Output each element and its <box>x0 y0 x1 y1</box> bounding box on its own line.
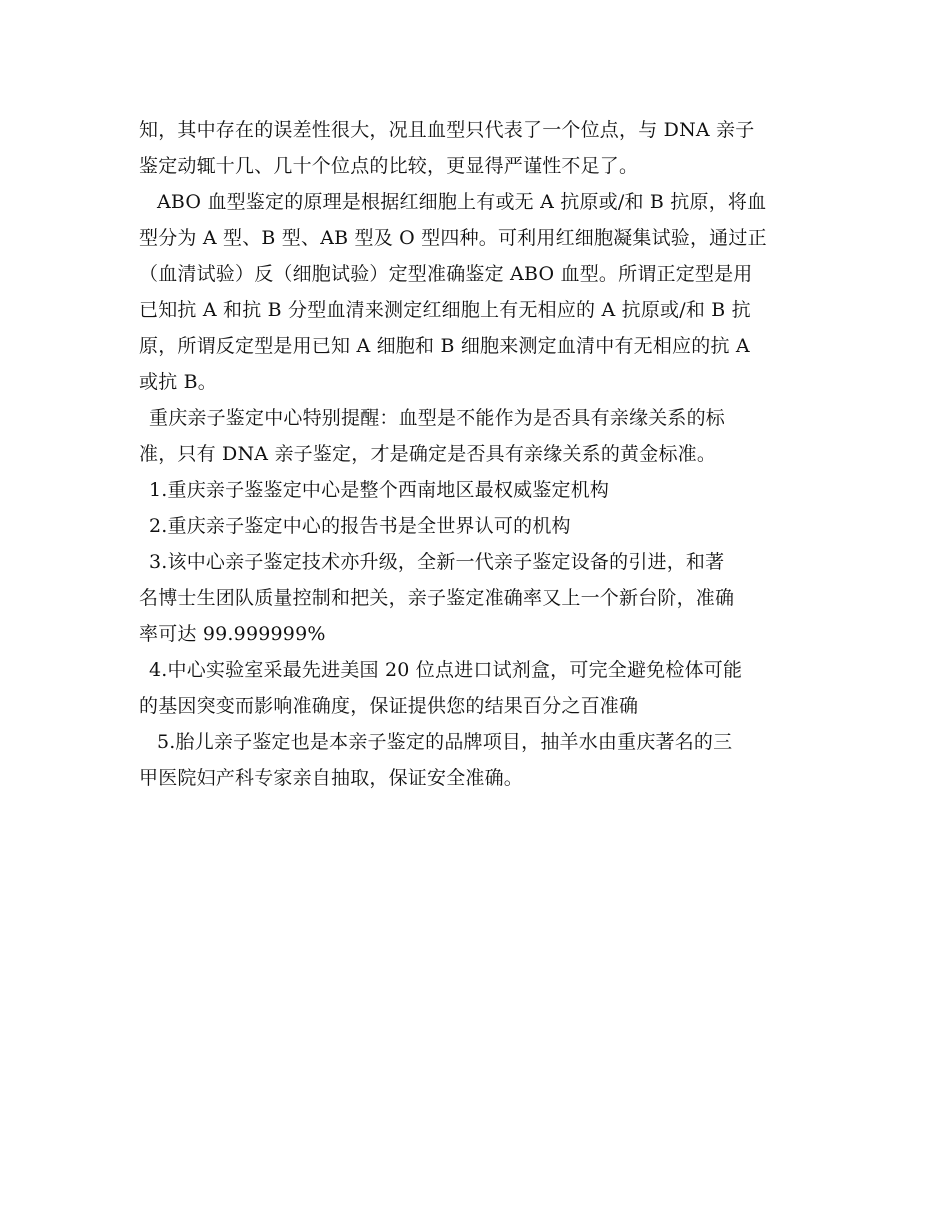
list-item-2 <box>139 508 815 544</box>
text-line: 率可达 99.999999% <box>139 623 326 645</box>
text-line: 准，只有 DNA 亲子鉴定，才是确定是否具有亲缘关系的黄金标准。 <box>139 443 717 465</box>
text-line: 5.胎儿亲子鉴定也是本亲子鉴定的品牌项目，抽羊水由重庆著名的三 <box>157 731 733 753</box>
text-line: 知，其中存在的误差性很大，况且血型只代表了一个位点，与 DNA 亲子 <box>139 119 755 141</box>
text-line: 甲医院妇产科专家亲自抽取，保证安全准确。 <box>139 767 524 789</box>
text-line: ABO 血型鉴定的原理是根据红细胞上有或无 A 抗原或/和 B 抗原，将血 <box>157 191 767 213</box>
text-line: 型分为 A 型、B 型、AB 型及 O 型四种。可利用红细胞凝集试验，通过正 <box>139 227 767 249</box>
text-line: 2.重庆亲子鉴定中心的报告书是全世界认可的机构 <box>149 515 571 537</box>
text-line: 名博士生团队质量控制和把关，亲子鉴定准确率又上一个新台阶，准确 <box>139 587 735 609</box>
document-body <box>139 112 815 796</box>
para-abo-principle <box>139 184 815 400</box>
list-item-4 <box>139 652 815 724</box>
para-reminder <box>139 400 815 472</box>
text-line: 4.中心实验室采最先进美国 20 位点进口试剂盒，可完全避免检体可能 <box>149 659 743 681</box>
text-line: 的基因突变而影响准确度，保证提供您的结果百分之百准确 <box>139 695 639 717</box>
text-line: 鉴定动辄十几、几十个位点的比较，更显得严谨性不足了。 <box>139 155 639 177</box>
text-line: 原，所谓反定型是用已知 A 细胞和 B 细胞来测定血清中有无相应的抗 A <box>139 335 750 357</box>
list-item-3 <box>139 544 815 652</box>
text-line: 已知抗 A 和抗 B 分型血清来测定红细胞上有无相应的 A 抗原或/和 B 抗 <box>139 299 751 321</box>
text-line: （血清试验）反（细胞试验）定型准确鉴定 ABO 血型。所谓正定型是用 <box>139 263 753 285</box>
list-item-5 <box>139 724 815 796</box>
text-line: 重庆亲子鉴定中心特别提醒：血型是不能作为是否具有亲缘关系的标 <box>149 407 726 429</box>
text-line: 或抗 B。 <box>139 371 218 393</box>
text-line: 3.该中心亲子鉴定技术亦升级，全新一代亲子鉴定设备的引进，和著 <box>149 551 725 573</box>
para-blood-type-error <box>139 112 815 184</box>
text-line: 1.重庆亲子鉴鉴定中心是整个西南地区最权威鉴定机构 <box>149 479 610 501</box>
list-item-1 <box>139 472 815 508</box>
